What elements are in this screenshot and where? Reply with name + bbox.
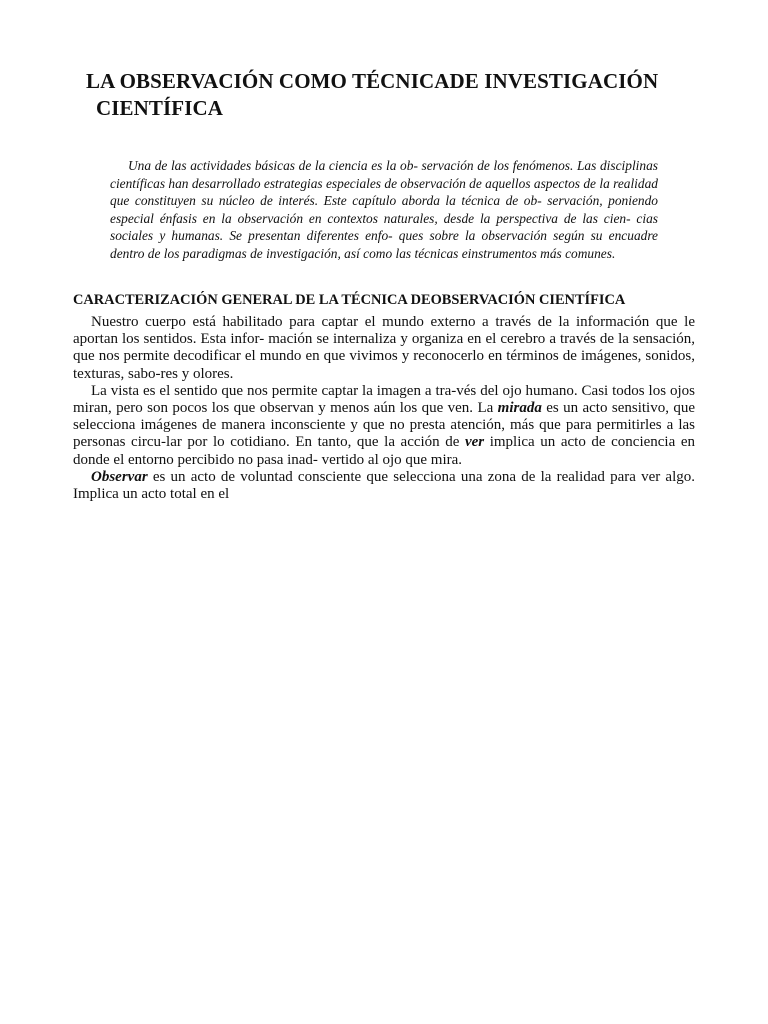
term-mirada: mirada: [497, 400, 542, 417]
paragraph-2-text-a: La vista es el sentido que nos permite captar la imagen a tra-vés del ojo humano. Casi todos los ojos miran, pero son pocos los que observan y menos aún los que ven. La: [73, 382, 695, 417]
paragraph-3-text: es un acto de voluntad consciente que selecciona una zona de la realidad para ver algo. Implica un acto total en el: [73, 468, 695, 503]
paragraph-2-text-b: es un acto sensitivo, que selecciona imágenes de manera inconsciente y que no presta atención, más que para permitirles a las personas circu-lar por lo cotidiano. En tanto, que la acción de: [73, 400, 695, 451]
body-paragraph-3: [73, 469, 695, 503]
body-paragraph-1: Nuestro cuerpo está habilitado para captar el mundo externo a través de la información que le aportan los sentidos. Esta infor- mación se internaliza y organiza en el cerebro a través de la sensación, que nos permite decodificar el mundo en que vivimos y reconocerlo en términos de imágenes, sonidos, texturas, sabo-res y olores.: [73, 314, 695, 382]
document-title-line-1: LA OBSERVACIÓN COMO TÉCNICADE INVESTIGACIÓN: [86, 69, 659, 93]
document-title: [86, 68, 726, 122]
section-heading: CARACTERIZACIÓN GENERAL DE LA TÉCNICA DEOBSERVACIÓN CIENTÍFICA: [73, 292, 626, 308]
term-observar: Observar: [91, 468, 148, 485]
paragraph-2-text-c: implica un acto de conciencia en donde el entorno percibido no pasa inad- vertido al ojo que mira.: [73, 434, 695, 468]
document-title-line-2: CIENTÍFICA: [96, 96, 224, 120]
body-paragraph-2: [73, 383, 695, 469]
body-text: [73, 314, 695, 503]
chapter-abstract: Una de las actividades básicas de la ciencia es la ob- servación de los fenómenos. Las disciplinas científicas han desarrollado estrategias especiales de observación de aquellos aspectos de la realidad que constituyen su núcleo de interés. Este capítulo aborda la técnica de ob- servación, poniendo especial énfasis en la observación en contextos naturales, desde la perspectiva de las cien- cias sociales y humanas. Se presentan diferentes enfo- ques sobre la observación según su encuadre dentro de los paradigmas de investigación, así como las técnicas einstrumentos más comunes.: [110, 158, 658, 261]
term-ver: ver: [464, 434, 485, 451]
